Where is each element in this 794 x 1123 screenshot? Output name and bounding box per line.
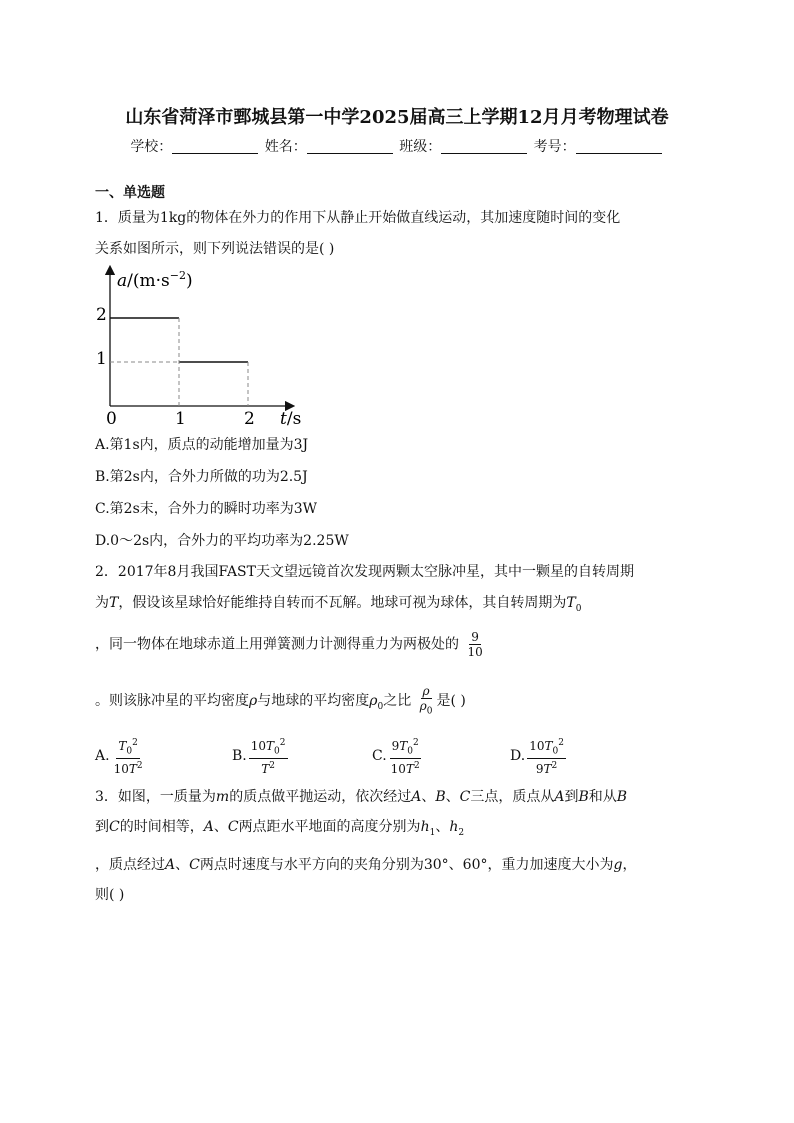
q2-stem-line1: 2．2017年8月我国FAST天文望远镜首次发现两颗太空脉冲星，其中一颗星的自转周期 bbox=[95, 564, 634, 580]
tick-origin: 0 bbox=[106, 409, 117, 429]
section-heading: 一、单选题 bbox=[95, 185, 165, 201]
q1-option-d[interactable]: D.0～2s内，合外力的平均功率为2.25W bbox=[95, 533, 349, 549]
number-blank bbox=[576, 139, 662, 154]
fraction-nine-tenths: $\frac{9}{10}$ bbox=[467, 630, 483, 659]
name-blank bbox=[307, 139, 393, 154]
q2-option-d[interactable]: D. $\frac{10T_0^2}{9T^2}$ bbox=[510, 738, 564, 777]
page-title: 山东省菏泽市鄄城县第一中学2025届高三上学期12月月考物理试卷 bbox=[125, 107, 669, 128]
number-label: 考号： bbox=[533, 139, 576, 155]
q2-option-a[interactable]: A. $\frac{T_0^2}{10T^2}$ bbox=[95, 738, 143, 777]
school-blank bbox=[172, 139, 258, 154]
tick-x2: 2 bbox=[244, 409, 255, 429]
q1-acceleration-graph bbox=[90, 262, 320, 430]
q2-stem-line4: 。则该脉冲星的平均密度ρ与地球的平均密度$\rho_0$之比 $\frac{\rho}{\rho_0}$ 是( ) bbox=[95, 684, 466, 717]
fraction-rho-ratio: $\frac{\rho}{\rho_0}$ bbox=[419, 684, 433, 717]
name-label: 姓名： bbox=[264, 139, 307, 155]
q1-stem-line2: 关系如图所示，则下列说法错误的是( ) bbox=[95, 241, 335, 257]
tick-x1: 1 bbox=[175, 409, 186, 429]
q2-stem-line3: ，同一物体在地球赤道上用弹簧测力计测得重力为两极处的 $\frac{9}{10}$ bbox=[95, 630, 483, 659]
q1-stem-line1: 1．质量为1kg的物体在外力的作用下从静止开始做直线运动，其加速度随时间的变化 bbox=[95, 210, 621, 226]
q1-option-c[interactable]: C.第2s末，合外力的瞬时功率为3W bbox=[95, 501, 318, 517]
y-axis-label: $a/(m\cdot s^{-2})$ bbox=[117, 269, 193, 291]
class-blank bbox=[441, 139, 527, 154]
x-axis-label: t/s bbox=[280, 409, 302, 429]
q1-option-b[interactable]: B.第2s内，合外力所做的功为2.5J bbox=[95, 469, 308, 485]
school-label: 学校： bbox=[130, 139, 173, 155]
tick-y1: 1 bbox=[96, 349, 107, 369]
student-info-line bbox=[0, 136, 794, 156]
q1-option-a[interactable]: A.第1s内，质点的动能增加量为3J bbox=[95, 437, 309, 453]
tick-y2: 2 bbox=[96, 305, 107, 325]
q2-stem-line2: 为T，假设该星球恰好能维持自转而不瓦解。地球可视为球体，其自转周期为$T_0$ bbox=[95, 595, 582, 614]
q3-stem-line1: 3．如图，一质量为m的质点做平抛运动，依次经过A、B、C三点，质点从A到B和从B bbox=[95, 789, 628, 805]
q2-option-b[interactable]: B. $\frac{10T_0^2}{T^2}$ bbox=[232, 738, 286, 777]
q2-option-c[interactable]: C. $\frac{9T_0^2}{10T^2}$ bbox=[372, 738, 420, 777]
q3-stem-line2: 到C的时间相等，A、C两点距水平地面的高度分别为$h_1$、$h_2$ bbox=[95, 819, 465, 838]
class-label: 班级： bbox=[399, 139, 442, 155]
q3-stem-line4: 则( ) bbox=[95, 887, 125, 903]
q3-stem-line3: ，质点经过A、C两点时速度与水平方向的夹角分别为30°、60°，重力加速度大小为g， bbox=[95, 857, 637, 873]
